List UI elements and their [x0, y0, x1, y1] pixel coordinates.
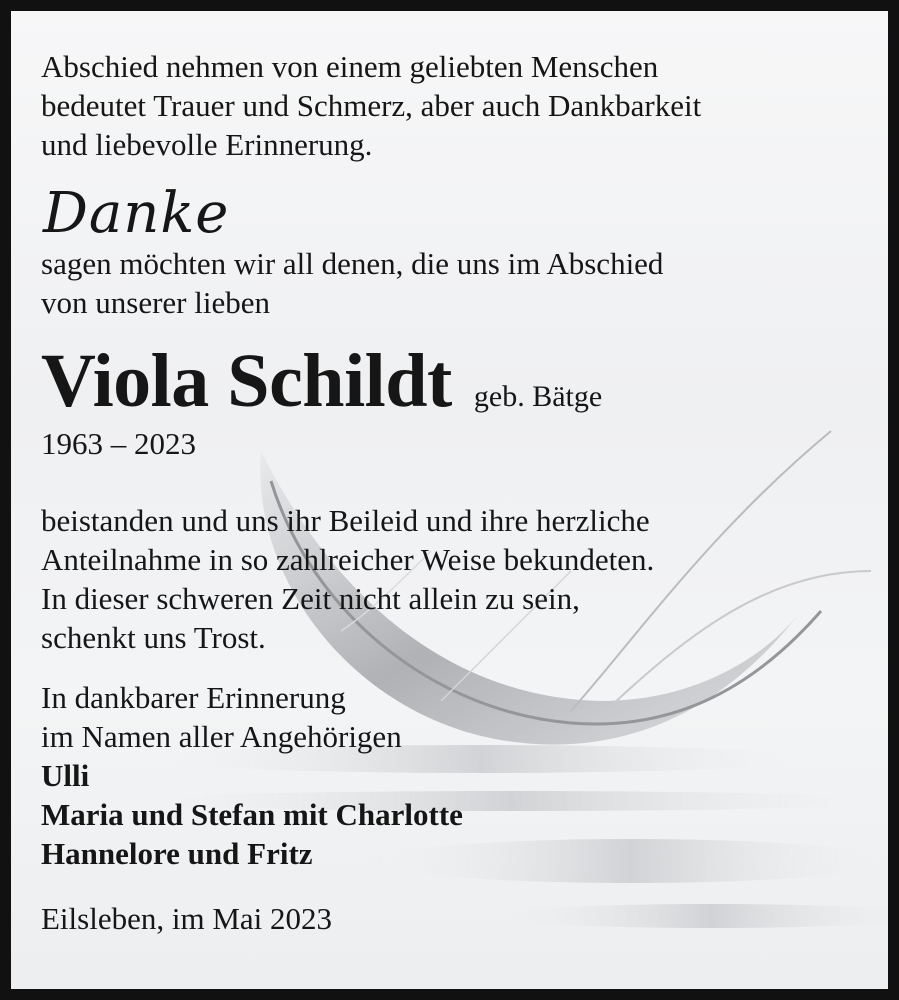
signoff-line: im Namen aller Angehörigen: [41, 719, 402, 754]
thanks-section: [41, 244, 861, 322]
birth-name: geb. Bätge: [473, 380, 603, 413]
family-member: Hannelore und Fritz: [41, 836, 313, 871]
thanks-line: sagen möchten wir all denen, die uns im Abschied: [41, 246, 664, 281]
deceased-name: Viola Schildt: [41, 339, 452, 423]
intro-section: [41, 47, 861, 164]
place-date: Eilsleben, im Mai 2023: [41, 901, 333, 936]
intro-line: Abschied nehmen von einem geliebten Menschen: [41, 49, 659, 84]
intro-line: und liebevolle Erinnerung.: [41, 127, 373, 162]
condolence-line: beistanden und uns ihr Beileid und ihre herzliche: [41, 503, 650, 538]
family-member: Ulli: [41, 758, 90, 793]
thanks-line: von unserer lieben: [41, 285, 270, 320]
signoff-line: In dankbarer Erinnerung: [41, 680, 346, 715]
deceased-name-row: [41, 340, 861, 422]
family-member: Maria und Stefan mit Charlotte: [41, 797, 463, 832]
condolence-line: In dieser schweren Zeit nicht allein zu sein,: [41, 581, 580, 616]
obituary-text: [41, 47, 861, 938]
thanks-heading: Danke: [43, 181, 230, 246]
intro-line: bedeutet Trauer und Schmerz, aber auch Dankbarkeit: [41, 88, 702, 123]
life-years: 1963 – 2023: [41, 426, 196, 461]
condolence-line: Anteilnahme in so zahlreicher Weise bekundeten.: [41, 542, 655, 577]
condolence-section: [41, 501, 861, 657]
signoff-section: [41, 678, 861, 873]
condolence-line: schenkt uns Trost.: [41, 620, 266, 655]
